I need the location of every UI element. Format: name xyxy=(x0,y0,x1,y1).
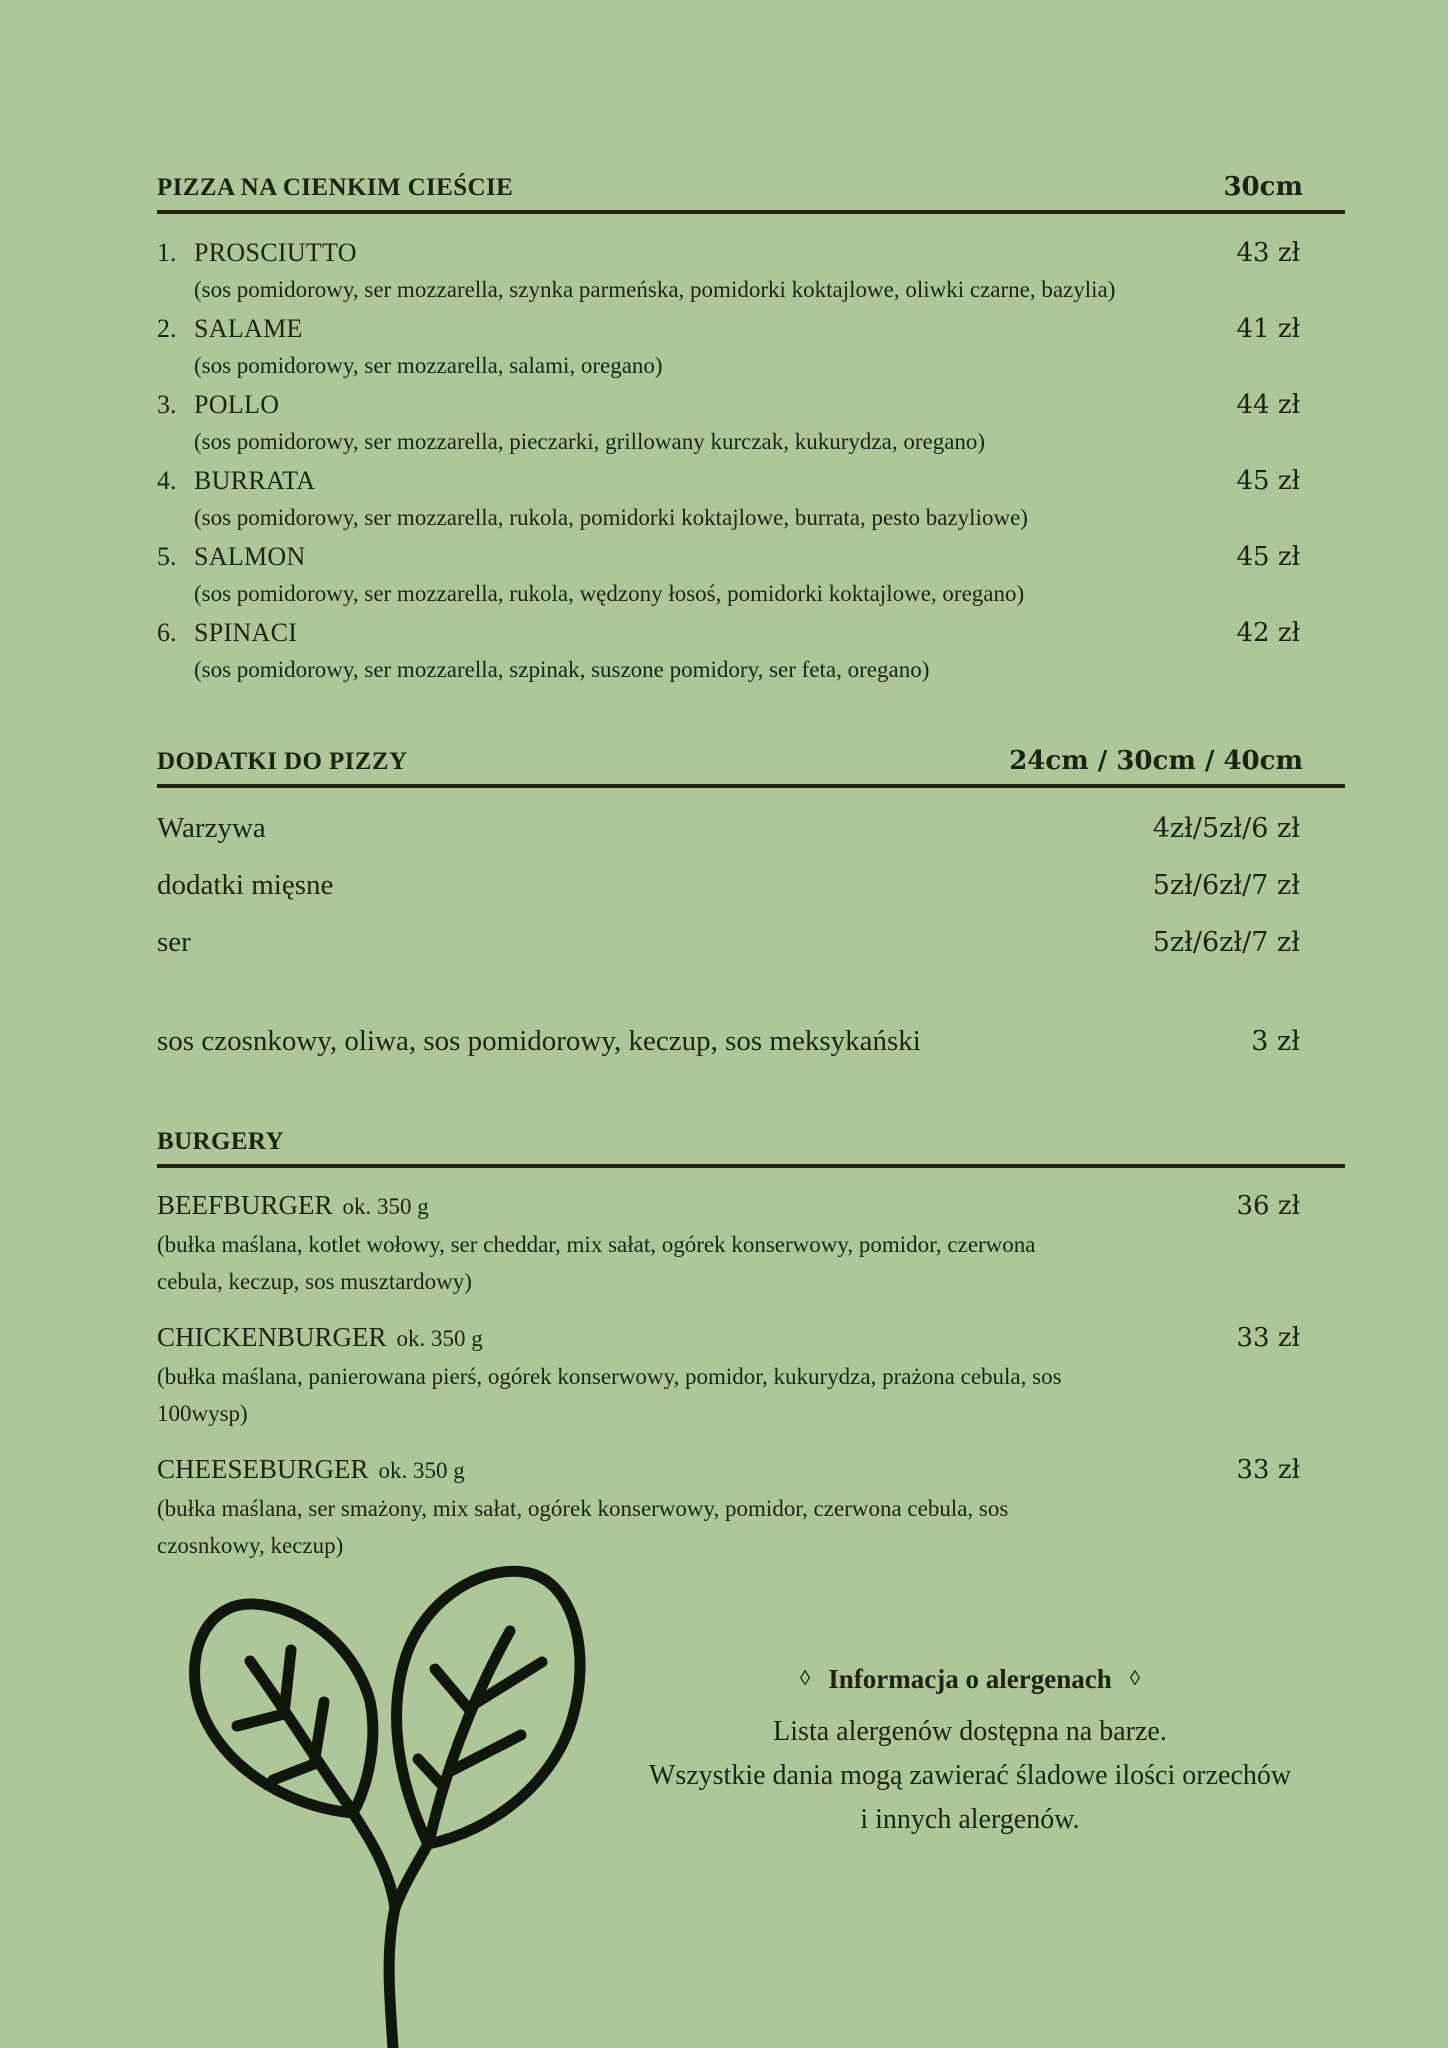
item-price: 45 zł xyxy=(1236,466,1300,496)
item-weight: ok. 350 g xyxy=(378,1458,465,1483)
item-description: (sos pomidorowy, ser mozzarella, szynka parmeńska, pomidorki koktajlowe, oliwki czarne, bazylia) xyxy=(194,277,1116,302)
item-name: SALMON xyxy=(194,542,306,571)
menu-item-salmon xyxy=(157,538,1345,614)
item-number: 5. xyxy=(157,542,177,571)
pizza-section-header xyxy=(157,172,1345,214)
left-leaf-vein xyxy=(273,1764,314,1780)
item-number: 3. xyxy=(157,390,177,419)
item-description: (bułka maślana, ser smażony, mix sałat, ogórek konserwowy, pomidor, czerwona cebula, sos czosnkowy, keczup) xyxy=(157,1496,1009,1558)
item-name: BEEFBURGER xyxy=(157,1190,333,1220)
leaf-sprig-illustration xyxy=(138,1556,622,2048)
topping-name: dodatki mięsne xyxy=(157,869,334,901)
menu-item-spinaci xyxy=(157,614,1345,690)
menu-item-cheeseburger xyxy=(157,1448,1345,1564)
item-number: 6. xyxy=(157,618,177,647)
menu-item-salame xyxy=(157,310,1345,386)
diamond-icon: ◊ xyxy=(1129,1666,1141,1690)
allergen-text xyxy=(570,1710,1370,1842)
item-description: (bułka maślana, kotlet wołowy, ser cheddar, mix sałat, ogórek konserwowy, pomidor, czerwona cebula, keczup, sos musztardowy) xyxy=(157,1232,1036,1294)
toppings-section-title: DODATKI DO PIZZY xyxy=(157,748,408,775)
item-description: (bułka maślana, panierowana pierś, ogórek konserwowy, pomidor, kukurydza, prażona cebula, sos 100wysp) xyxy=(157,1364,1062,1426)
diamond-icon: ◊ xyxy=(799,1666,811,1690)
left-leaf-vein xyxy=(314,1702,324,1764)
menu-item-pollo xyxy=(157,386,1345,462)
item-description: (sos pomidorowy, ser mozzarella, rukola, pomidorki koktajlowe, burrata, pesto bazyliowe) xyxy=(194,505,1028,530)
item-name: BURRATA xyxy=(194,466,316,495)
pizza-section xyxy=(157,172,1345,690)
item-price: 41 zł xyxy=(1236,314,1300,344)
toppings-rows xyxy=(157,812,1345,959)
item-price: 33 zł xyxy=(1236,1455,1300,1485)
right-leaf-outline xyxy=(397,1571,580,1844)
allergen-title: Informacja o alergenach xyxy=(828,1664,1112,1694)
topping-row-vegetables xyxy=(157,812,1345,845)
sauces-row xyxy=(157,1025,1345,1058)
menu-item-prosciutto xyxy=(157,234,1345,310)
topping-price: 4zł/5zł/6 zł xyxy=(1152,813,1300,844)
burgers-section-title: BURGERY xyxy=(157,1128,284,1155)
allergen-line: Lista alergenów dostępna na barze. xyxy=(773,1716,1167,1747)
item-price: 45 zł xyxy=(1236,542,1300,572)
topping-price: 5zł/6zł/7 zł xyxy=(1152,870,1300,901)
topping-name: Warzywa xyxy=(157,812,266,844)
sauces-list: sos czosnkowy, oliwa, sos pomidorowy, keczup, sos meksykański xyxy=(157,1025,921,1057)
pizza-size-label: 30cm xyxy=(1223,172,1303,202)
item-price: 33 zł xyxy=(1236,1323,1300,1353)
item-name: PROSCIUTTO xyxy=(194,238,357,267)
item-name: POLLO xyxy=(194,390,280,419)
left-leaf-vein xyxy=(237,1714,284,1726)
topping-name: ser xyxy=(157,926,191,958)
item-weight: ok. 350 g xyxy=(396,1326,483,1351)
item-price: 43 zł xyxy=(1236,238,1300,268)
item-price: 36 zł xyxy=(1236,1191,1300,1221)
item-number: 4. xyxy=(157,466,177,495)
toppings-section xyxy=(157,746,1345,1058)
burgers-section-header xyxy=(157,1128,1345,1168)
item-name: CHICKENBURGER xyxy=(157,1322,387,1352)
stem-branch xyxy=(395,1844,428,1908)
pizza-list xyxy=(157,234,1345,690)
allergen-line: Wszystkie dania mogą zawierać śladowe ilości orzechów xyxy=(648,1760,1292,1791)
item-price: 42 zł xyxy=(1236,618,1300,648)
item-name: CHEESEBURGER xyxy=(157,1454,369,1484)
menu-item-chickenburger xyxy=(157,1316,1345,1432)
stem xyxy=(353,1813,395,2048)
item-name: SPINACI xyxy=(194,618,298,647)
sauces-price: 3 zł xyxy=(1251,1026,1300,1057)
item-description: (sos pomidorowy, ser mozzarella, szpinak, suszone pomidory, ser feta, oregano) xyxy=(194,657,930,682)
topping-row-meat xyxy=(157,869,1345,902)
allergen-line: i innych alergenów. xyxy=(860,1804,1080,1835)
right-leaf-vein xyxy=(435,1669,468,1708)
item-number: 1. xyxy=(157,238,177,267)
item-weight: ok. 350 g xyxy=(342,1194,429,1219)
item-description: (sos pomidorowy, ser mozzarella, pieczarki, grillowany kurczak, kukurydza, oregano) xyxy=(194,429,986,454)
burgers-section xyxy=(157,1128,1345,1564)
topping-row-cheese xyxy=(157,926,1345,959)
menu-item-burrata xyxy=(157,462,1345,538)
menu-content xyxy=(157,172,1345,1564)
toppings-section-header xyxy=(157,746,1345,788)
item-description: (sos pomidorowy, ser mozzarella, salami, oregano) xyxy=(194,353,663,378)
item-number: 2. xyxy=(157,314,177,343)
item-description: (sos pomidorowy, ser mozzarella, rukola, wędzony łosoś, pomidorki koktajlowe, oregano) xyxy=(194,581,1025,606)
pizza-section-title: PIZZA NA CIENKIM CIEŚCIE xyxy=(157,174,514,201)
allergen-info-block xyxy=(570,1662,1370,1842)
item-price: 44 zł xyxy=(1236,390,1300,420)
right-leaf-vein xyxy=(418,1759,441,1784)
topping-price: 5zł/6zł/7 zł xyxy=(1152,927,1300,958)
menu-item-beefburger xyxy=(157,1184,1345,1300)
item-name: SALAME xyxy=(194,314,303,343)
left-leaf-vein xyxy=(284,1650,291,1714)
toppings-size-label: 24cm / 30cm / 40cm xyxy=(1009,746,1303,776)
right-leaf-main-vein xyxy=(430,1631,510,1838)
allergen-title-row xyxy=(570,1662,1370,1696)
